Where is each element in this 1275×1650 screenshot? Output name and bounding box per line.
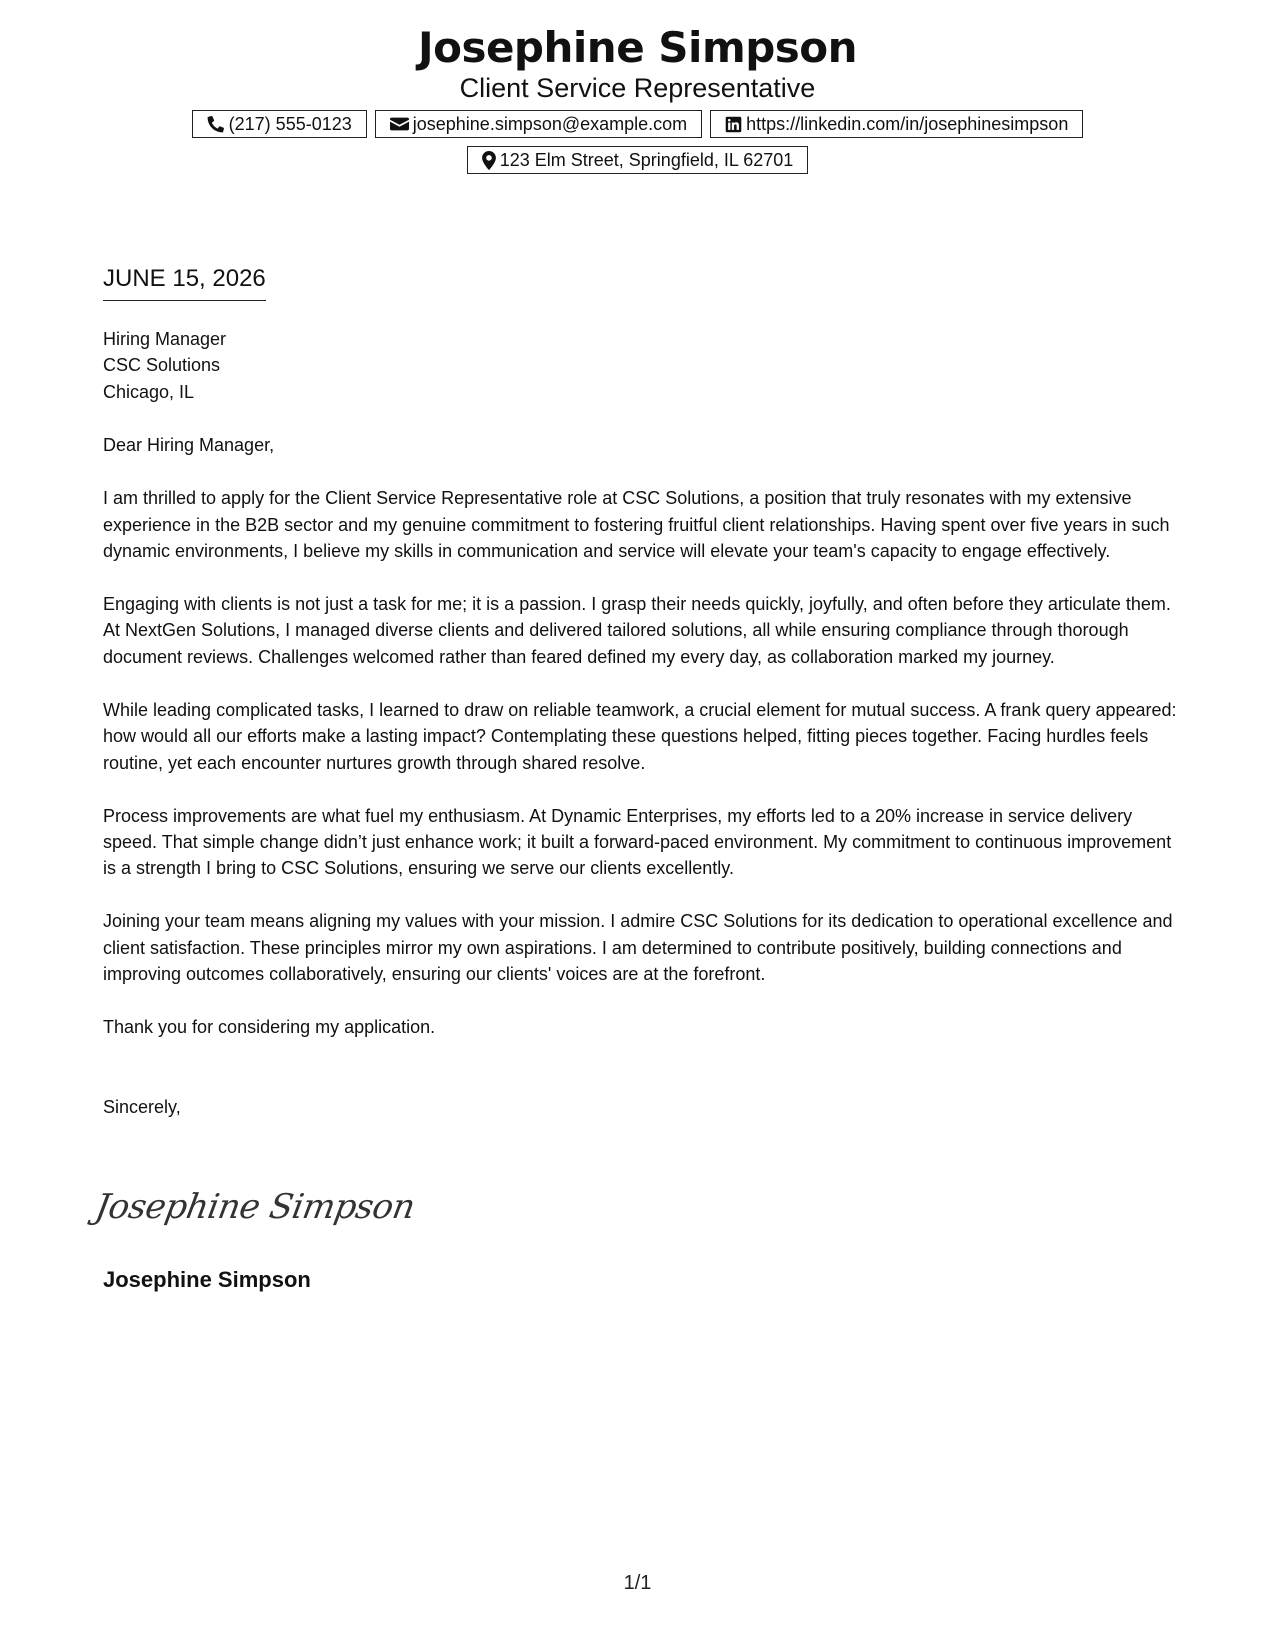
page-number: 1/1 xyxy=(623,1572,652,1594)
contact-row xyxy=(0,110,1275,138)
letter-header xyxy=(0,22,1275,174)
body-paragraph: Process improvements are what fuel my enthusiasm. At Dynamic Enterprises, my efforts led to a 20% increase in service delivery speed. That simple change didn’t just enhance work; it built a forward-paced environment. My commitment to continuous improvement is a strength I bring to CSC Solutions, ensuring we serve our clients excellently. xyxy=(103,805,1172,879)
phone-contact[interactable] xyxy=(192,110,367,138)
handwritten-signature xyxy=(92,1172,418,1236)
email-text: josephine.simpson@example.com xyxy=(412,114,688,134)
letter-body xyxy=(103,326,1183,1120)
recipient-line: Hiring Manager xyxy=(103,329,227,349)
date-block xyxy=(103,264,266,301)
address-text: 123 Elm Street, Springfield, IL 62701 xyxy=(499,150,794,170)
applicant-name: Josephine Simpson xyxy=(417,23,858,72)
envelope-icon xyxy=(390,116,409,132)
address-contact[interactable] xyxy=(467,146,809,174)
map-marker-icon xyxy=(482,151,496,170)
salutation: Dear Hiring Manager, xyxy=(103,435,275,456)
body-paragraph: While leading complicated tasks, I learned to draw on reliable teamwork, a crucial element for mutual success. A frank query appeared: how would all our efforts make a lasting impact? Contemplating these questions helped, fitting pieces together. Facing hurdles feels routine, yet each encounter nurtures growth through shared resolve. xyxy=(103,699,1177,773)
applicant-title: Client Service Representative xyxy=(459,73,816,103)
linkedin-contact[interactable] xyxy=(710,110,1083,138)
signer-name: Josephine Simpson xyxy=(103,1267,311,1292)
thank-you-line: Thank you for considering my application. xyxy=(103,1017,436,1038)
recipient-block xyxy=(103,326,1183,405)
closing: Sincerely, xyxy=(103,1096,181,1117)
signature-strokes: Josephine Simpson xyxy=(92,1187,418,1227)
letter-date: JUNE 15, 2026 xyxy=(103,264,266,301)
recipient-location: Chicago, IL xyxy=(103,381,195,402)
linkedin-text: https://linkedin.com/in/josephinesimpson xyxy=(746,114,1069,134)
body-paragraph: Engaging with clients is not just a task for me; it is a passion. I grasp their needs quickly, joyfully, and often before they articulate them. At NextGen Solutions, I managed diverse clients and delivered tailored solutions, all while ensuring compliance through thorough document reviews. Challenges welcomed rather than feared defined my every day, as collaboration marked my journey. xyxy=(103,594,1171,667)
email-contact[interactable] xyxy=(375,110,702,138)
address-row xyxy=(0,146,1275,174)
linkedin-icon xyxy=(725,116,742,133)
recipient-company: CSC Solutions xyxy=(103,355,221,376)
body-paragraph: Joining your team means aligning my values with your mission. I admire CSC Solutions for its dedication to operational excellence and client satisfaction. These principles mirror my own aspirations. I am determined to contribute positively, building connections and improving outcomes collaboratively, ensuring our clients' voices are at the forefront. xyxy=(103,911,1173,985)
phone-text: (217) 555-0123 xyxy=(228,114,352,134)
phone-icon xyxy=(207,115,225,133)
body-paragraph: I am thrilled to apply for the Client Service Representative role at CSC Solutions, a position that truly resonates with my extensive experience in the B2B sector and my genuine commitment to fostering fruitful client relationships. Having spent over five years in such dynamic environments, I believe my skills in communication and service will elevate your team's capacity to engage effectively. xyxy=(103,488,1170,562)
